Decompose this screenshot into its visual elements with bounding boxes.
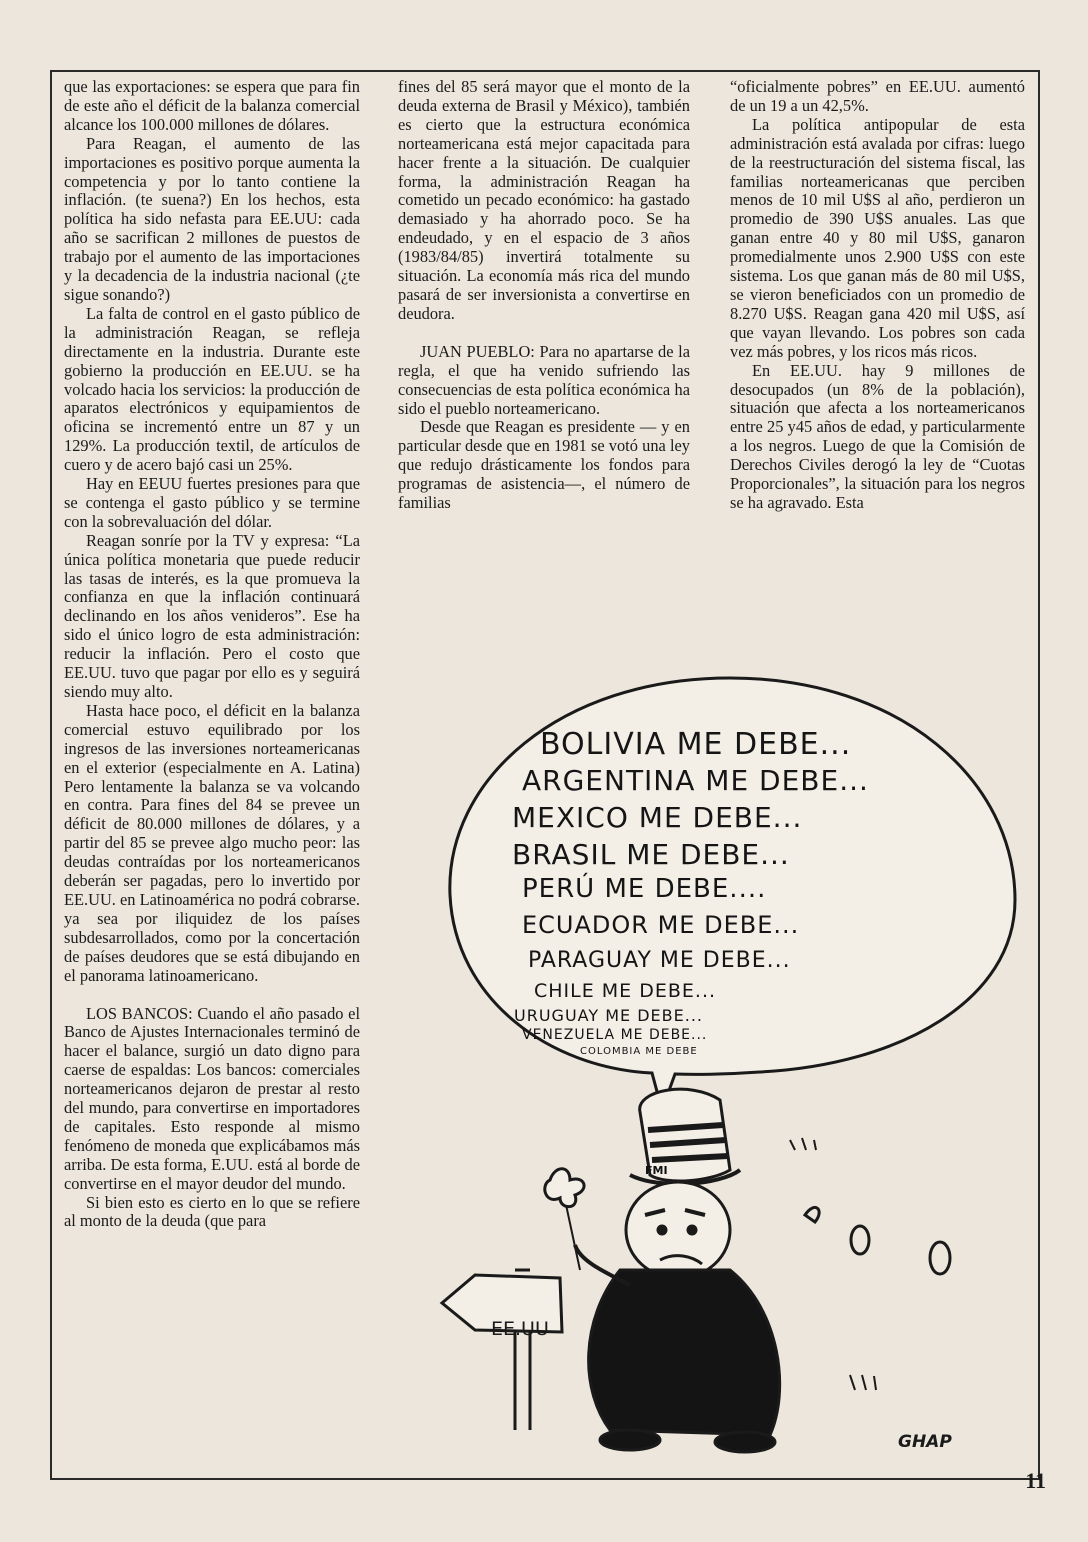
paragraph: La falta de control en el gasto público de la administración Reagan, se refleja directamente en la industria. Durante este gobierno la producción en EE.UU. se ha volcado hacia los servicios: la producción de aparatos electrónicos y equipamientos de oficina se incrementó entre un 87 y un 129%. La producción textil, de artículos de cuero y de acero bajó casi un 25%. <box>64 303 360 475</box>
bubble-line-bolivia: BOLIVIA ME DEBE... <box>540 727 852 762</box>
text-column-1 <box>64 78 360 1231</box>
bubble-line-venezuela: VENEZUELA ME DEBE... <box>522 1027 708 1043</box>
bubble-line-colombia: COLOMBIA ME DEBE <box>580 1046 698 1057</box>
bubble-line-chile: CHILE ME DEBE... <box>534 980 717 1002</box>
fmi-hat-label: FMI <box>645 1164 668 1177</box>
page-number: 11 <box>1025 1468 1046 1493</box>
paragraph: “oficialmente pobres” en EE.UU. aumentó de un 19 a un 42,5%. <box>730 77 1025 115</box>
bubble-line-mexico: MEXICO ME DEBE... <box>512 801 803 834</box>
paragraph: Hasta hace poco, el déficit en la balanza comercial estuvo equilibrado por los ingresos de las inversiones norteamericanas en el exterior (especialmente en A. Latina) Pero lentamente la balanza se va volcando en contra. Para fines del 84 se prevee un déficit de 80.000 millones de dólares, y a partir del 85 se prevee algo mucho peor: las deudas contraídas por los norteamericanos deberán ser pagadas, pero lo invertido por EE.UU. en Latinoamérica no podrá cobrarse. ya sea por iliquidez de los países subdesarrollados, como por la concertación de países deudores que se está dibujando en el panorama latinoamericano. <box>64 700 360 985</box>
eeuu-sign <box>442 1270 562 1430</box>
bubble-line-ecuador: ECUADOR ME DEBE... <box>522 911 800 939</box>
paragraph: En EE.UU. hay 9 millones de desocupados (un 8% de la población), situación que afecta a los norteamericanos entre 25 y45 años de edad, y particularmente a los negros. Luego de que la Comisión de Derechos Civiles derogó la ley de “Cuotas Proporcionales”, la situación para los negros se ha agravado. Esta <box>730 360 1025 512</box>
paragraph: Para Reagan, el aumento de las importaciones es positivo porque aumenta la competencia y por lo tanto contiene la inflación. (te suena?) En los hechos, esta política ha sido nefasta para EE.UU: cada año se sacrifican 2 millones de puestos de trabajo por el aumento de las importaciones y la decadencia de la industria nacional (¿te sigue sonando?) <box>64 133 360 304</box>
paragraph: Si bien esto es cierto en lo que se refiere al monto de la deuda (que para <box>64 1192 360 1231</box>
fmi-character <box>545 1089 950 1452</box>
bubble-line-brasil: BRASIL ME DEBE... <box>512 838 790 871</box>
paragraph: Desde que Reagan es presidente — y en particular desde que en 1981 se votó una ley que redujo drásticamente los fondos para programas de asistencia—, el número de familias <box>398 417 690 513</box>
bubble-line-paraguay: PARAGUAY ME DEBE... <box>528 948 791 973</box>
bubble-line-uruguay: URUGUAY ME DEBE... <box>514 1006 703 1025</box>
paragraph: que las exportaciones: se espera que para fin de este año el déficit de la balanza comercial alcance los 100.000 millones de dólares. <box>64 77 360 134</box>
paragraph: Hay en EEUU fuertes presiones para que se contenga el gasto público y se termine con la sobrevaluación del dólar. <box>64 474 360 531</box>
bubble-line-peru: PERÚ ME DEBE.... <box>522 874 767 904</box>
text-column-3 <box>730 78 1025 513</box>
paragraph: fines del 85 será mayor que el monto de la deuda externa de Brasil y México), también es cierto que la estructura económica norteamericana está mejor capacitada para hacer frente a la situación. De cualquier forma, la administración Reagan ha cometido un pecado económico: ha gastado demasiado y ha ahorrado poco. Se ha endeudado, y en el espacio de 3 años (1983/84/85) invertirá totalmente su situación. La economía más rica del mundo pasará de ser inversionista a convertirse en deudora. <box>398 77 690 323</box>
paragraph: Reagan sonríe por la TV y expresa: “La única política monetaria que puede reducir las tasas de interés, es la que promueva la confianza en que la inflación continuará declinando en los años venideros”. Ese ha sido el único logro de esta administración: reducir la inflación. Pero el costo que EE.UU. tuvo que pagar por ello es y seguirá siendo muy alto. <box>64 530 360 701</box>
text-column-2 <box>398 78 690 513</box>
bubble-line-argentina: ARGENTINA ME DEBE... <box>522 764 869 797</box>
paragraph-los-bancos: LOS BANCOS: Cuando el año pasado el Banco de Ajustes Internacionales terminó de hacer el balance, surgió un dato digno para caerse de espaldas: Los bancos: comerciales norteamericanos dejaron de prestar al resto del mundo, para convertirse en importadores de capitales. Esto responde al mismo fenómeno de moneda que explicábamos más arriba. De esta forma, E.UU. está al borde de convertirse en el mayor deudor del mundo. <box>64 1003 360 1193</box>
cartoonist-signature: GHAP <box>898 1432 952 1452</box>
eeuu-sign-label: EE.UU <box>491 1318 549 1340</box>
paragraph: La política antipopular de esta administración está avalada por cifras: luego de la reestructuración del sistema fiscal, las familias norteamericanas que perciben menos de 10 mil U$S al año, perdieron un promedio de 390 U$S anuales. Las que ganan entre 40 y 80 mil U$S, ganaron promedialmente unos 2.900 U$S con este sistema. Los que ganan más de 80 mil U$S, se vieron beneficiados con un promedio de 8.270 U$S. Reagan gana 420 mil U$S, así que vayan llevando. Los pobres son cada vez más pobres, y los ricos más ricos. <box>730 114 1025 361</box>
paragraph-juan-pueblo: JUAN PUEBLO: Para no apartarse de la regla, el que ha venido sufriendo las consecuencias de esta política económica ha sido el pueblo norteamericano. <box>398 341 690 418</box>
